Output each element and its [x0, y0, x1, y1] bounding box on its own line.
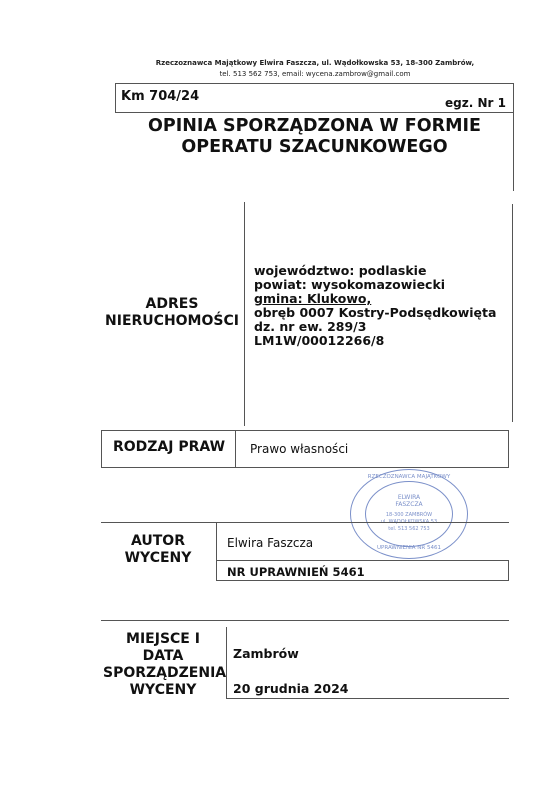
rights-top: [101, 430, 509, 431]
author-top: [101, 522, 509, 523]
author-divider: [216, 522, 217, 581]
author-name: Elwira Faszcza: [227, 536, 314, 550]
address-divider: [244, 202, 245, 426]
place-date-top: [101, 620, 509, 621]
rights-bottom: [101, 467, 509, 468]
rights-right: [508, 430, 509, 468]
company-stamp: RZECZOZNAWCA MAJĄTKOWY ELWIRA FASZCZA 18-300 ZAMBRÓW tel. 513 562 753 UPRAWNIENIA NR 5461: [350, 469, 468, 559]
address-details: [254, 264, 496, 348]
document-title-line2: OPERATU SZACUNKOWEGO: [181, 137, 448, 157]
rights-divider: [235, 430, 236, 468]
author-bottom: [216, 580, 509, 581]
document-number: Km 704/24: [121, 89, 200, 104]
title-box-sep: [115, 112, 514, 113]
place-value: Zambrów: [233, 646, 299, 661]
parcel-number: dz. nr ew. 289/3: [254, 319, 367, 334]
place-date-divider: [226, 627, 227, 699]
author-label: AUTOR WYCENY: [124, 533, 192, 566]
author-right: [508, 560, 509, 581]
address-right-border: [512, 204, 513, 422]
document-title-line1: OPINIA SPORZĄDZONA W FORMIE: [148, 116, 481, 136]
letterhead-line1: Rzeczoznawca Majątkowy Elwira Faszcza, ul. Wądołkowska 53, 18-300 Zambrów,: [155, 59, 475, 67]
place-date-label: MIEJSCE I DATA SPORZĄDZENIA WYCENY: [103, 631, 227, 698]
letterhead-line2: tel. 513 562 753, email: wycena.zambrow@gmail.com: [219, 70, 411, 78]
address-label: ADRES NIERUCHOMOŚCI: [105, 296, 239, 329]
precinct: obręb 0007 Kostry-Podsędkowięta: [254, 305, 497, 320]
author-mid: [216, 560, 509, 561]
municipality: gmina: Klukowo,: [254, 291, 372, 306]
land-register-number: LM1W/00012266/8: [254, 333, 385, 348]
title-box-top: [115, 83, 514, 84]
license-number: NR UPRAWNIEŃ 5461: [227, 565, 365, 579]
date-value: 20 grudnia 2024: [233, 681, 349, 696]
rights-left: [101, 430, 102, 468]
voivodeship: województwo: podlaskie: [254, 263, 427, 278]
county: powiat: wysokomazowiecki: [254, 277, 446, 292]
title-box-left: [115, 83, 116, 113]
place-date-bottom: [226, 698, 509, 699]
copy-number: egz. Nr 1: [445, 96, 506, 110]
rights-value: Prawo własności: [250, 442, 349, 456]
rights-label: RODZAJ PRAW: [112, 439, 226, 455]
